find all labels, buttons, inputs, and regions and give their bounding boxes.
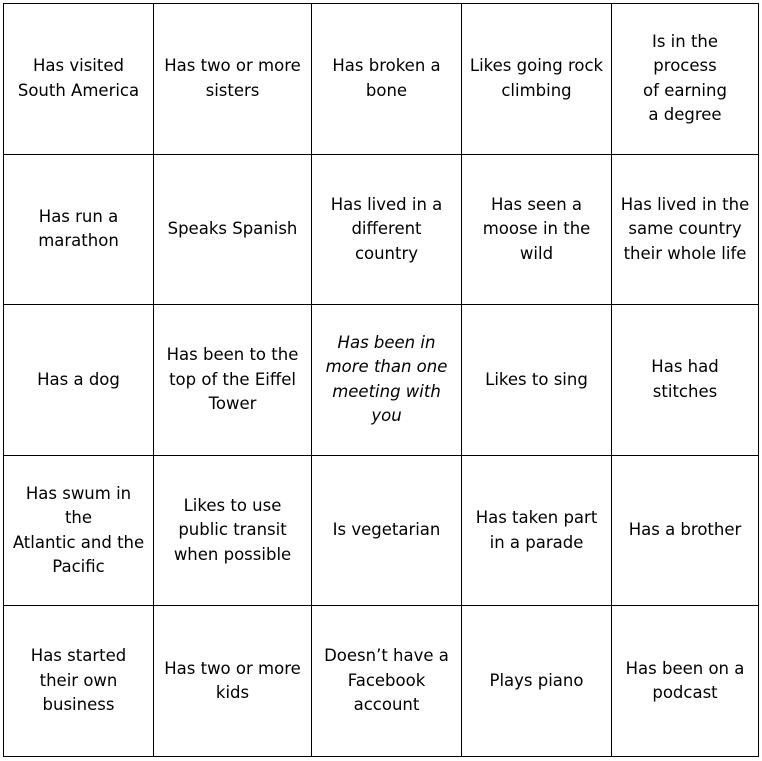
bingo-cell xyxy=(4,455,154,606)
bingo-cell-text: Facebook xyxy=(347,670,426,690)
bingo-cell-text: sisters xyxy=(205,80,260,100)
bingo-cell xyxy=(612,455,759,606)
bingo-cell-text: Is vegetarian xyxy=(332,520,441,540)
bingo-cell-text: wild xyxy=(519,243,554,263)
bingo-cell-text: their own xyxy=(39,670,118,690)
bingo-cell xyxy=(4,305,154,456)
bingo-row xyxy=(4,4,759,155)
bingo-cell xyxy=(312,606,462,757)
bingo-cell xyxy=(154,606,312,757)
bingo-row xyxy=(4,606,759,757)
bingo-cell-text: bone xyxy=(365,80,408,100)
bingo-cell-text: Likes to sing xyxy=(485,369,588,389)
bingo-cell-text: Has been on a xyxy=(625,658,745,678)
bingo-cell xyxy=(462,606,612,757)
bingo-cell xyxy=(612,4,759,155)
bingo-cell-text: Likes going rock xyxy=(469,56,604,76)
bingo-cell xyxy=(312,455,462,606)
bingo-cell-text: podcast xyxy=(652,683,718,703)
bingo-cell-text: Speaks Spanish xyxy=(167,219,298,239)
bingo-grid xyxy=(3,3,759,757)
bingo-cell-text: stitches xyxy=(652,381,718,401)
bingo-cell-text: Doesn’t have a xyxy=(324,646,449,666)
bingo-cell-text: kids xyxy=(215,683,250,703)
bingo-cell xyxy=(462,154,612,305)
bingo-cell xyxy=(4,154,154,305)
bingo-row xyxy=(4,455,759,606)
bingo-cell-text: Has been to the xyxy=(166,345,299,365)
bingo-cell-text: public transit xyxy=(178,520,287,540)
bingo-row xyxy=(4,305,759,456)
bingo-row xyxy=(4,154,759,305)
bingo-cell-text: top of the Eiffel xyxy=(169,369,296,389)
bingo-cell-text: Has visited xyxy=(33,56,124,76)
bingo-cell xyxy=(4,4,154,155)
bingo-cell xyxy=(312,4,462,155)
bingo-cell-text: Has seen a xyxy=(490,194,583,214)
bingo-cell-text: when possible xyxy=(173,544,292,564)
bingo-cell-text: their whole life xyxy=(623,243,747,263)
bingo-cell-text: Plays piano xyxy=(489,670,584,690)
bingo-cell-text: climbing xyxy=(501,80,572,100)
bingo-cell-text: Has a brother xyxy=(628,520,742,540)
bingo-cell-text: a degree xyxy=(648,105,722,125)
bingo-cell-text: Has two or more xyxy=(164,56,301,76)
bingo-cell-text: moose in the xyxy=(482,219,591,239)
bingo-cell-text: same country xyxy=(628,219,742,239)
bingo-cell xyxy=(612,154,759,305)
bingo-cell xyxy=(462,305,612,456)
bingo-cell xyxy=(154,455,312,606)
bingo-cell xyxy=(154,4,312,155)
bingo-cell-text: country xyxy=(354,243,419,263)
bingo-cell-text: business xyxy=(42,695,115,715)
bingo-cell-text: South America xyxy=(17,80,140,100)
bingo-cell-text: you xyxy=(371,406,402,426)
bingo-cell-text: Has two or more xyxy=(164,658,301,678)
bingo-cell-text: Has lived in a xyxy=(330,194,443,214)
bingo-cell xyxy=(612,305,759,456)
bingo-cell-text: Has swum in the xyxy=(25,483,132,528)
bingo-cell xyxy=(154,305,312,456)
bingo-cell-text: Is in the process xyxy=(651,31,719,76)
bingo-cell-text: more than one xyxy=(325,357,448,377)
bingo-cell xyxy=(154,154,312,305)
bingo-cell xyxy=(312,154,462,305)
bingo-cell-text: Has been in xyxy=(337,332,436,352)
bingo-cell-text: in a parade xyxy=(489,532,584,552)
bingo-cell-text: Likes to use xyxy=(183,495,282,515)
bingo-cell-text: Has had xyxy=(651,357,719,377)
bingo-cell-text: Has run a xyxy=(38,206,119,226)
bingo-cell-text: Has lived in the xyxy=(620,194,750,214)
bingo-cell-text: of earning xyxy=(643,80,727,100)
bingo-cell-text: Has started xyxy=(30,646,127,666)
bingo-cell xyxy=(312,305,462,456)
bingo-cell xyxy=(462,4,612,155)
bingo-cell-text: Pacific xyxy=(52,557,105,577)
bingo-cell-text: different xyxy=(351,219,422,239)
bingo-cell-text: marathon xyxy=(38,231,119,251)
bingo-cell xyxy=(4,606,154,757)
bingo-cell-text: Has taken part xyxy=(475,508,598,528)
bingo-cell xyxy=(462,455,612,606)
bingo-cell-text: meeting with xyxy=(332,381,441,401)
bingo-cell-text: Has a dog xyxy=(37,369,120,389)
bingo-cell-text: Tower xyxy=(208,394,257,414)
bingo-grid-body xyxy=(4,4,759,757)
bingo-cell xyxy=(612,606,759,757)
bingo-cell-text: Atlantic and the xyxy=(12,532,145,552)
bingo-cell-text: account xyxy=(353,695,420,715)
bingo-cell-text: Has broken a xyxy=(332,56,441,76)
